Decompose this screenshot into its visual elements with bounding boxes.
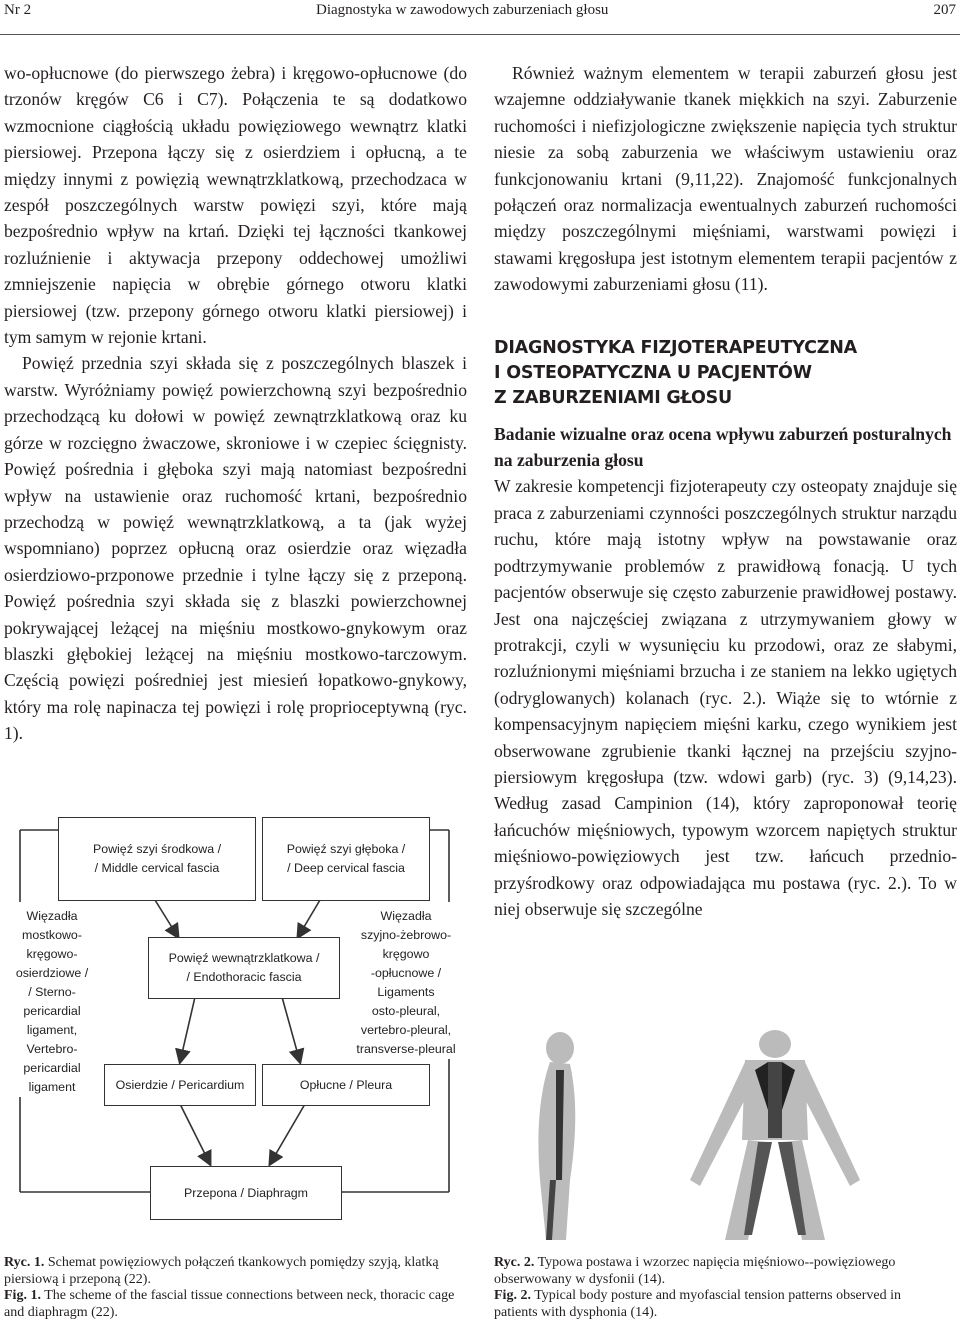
arrow-deep-to-endothoracic — [298, 900, 320, 937]
pleural-line: -opłucnowe / Ligaments — [370, 966, 442, 999]
left-column — [4, 60, 467, 747]
pleural-line: Więzadła — [380, 909, 432, 923]
endothoracic-label-pl: Powięź wewnątrzklatkowa / — [168, 951, 320, 965]
fig1-en-label: Fig. 1. — [4, 1288, 41, 1303]
posture-illustration — [500, 1030, 960, 1240]
fig2-pl-text: Typowa postawa i wzorzec napięcia mięśniowo--powięziowego obserwowany w dysfonii (14). — [494, 1255, 896, 1287]
sterno-line: / Sterno-pericardial — [23, 985, 81, 1018]
sterno-line: osierdziowe / — [15, 966, 89, 980]
posture-figure — [500, 1030, 960, 1240]
pleural-line: vertebro-pleural, — [360, 1023, 452, 1037]
arrow-endothoracic-to-pericardium — [180, 997, 195, 1062]
figure-1-caption — [4, 1255, 474, 1321]
posture-figure-side — [538, 1032, 575, 1240]
pericardium-label: Osierdzie / Pericardium — [115, 1077, 245, 1092]
fascia-diagram — [0, 792, 470, 1222]
issue-number: Nr 2 — [4, 2, 32, 18]
left-paragraph-2: Powięź przednia szyi składa się z poszczególnych blaszek i warstw. Wyróżniamy powięź powierzchowną szyi bezpośrednio przechodzącą ku dołowi w powięź zewnątrzklatkową oraz ku górze w rozcięgno żwaczowe, skroniowe i w czepiec ścięgnisty. Powięź pośrednia i głęboka szyi mają natomiast bezpośredni wpływ na ustawienie oraz ruchomość krtani, bezpośrednio przechodzą w powięź wewnątrzklatkową, a ta (jak wyżej wspomniano) poprzez opłucną oraz osierdzie oraz więzadła osierdziowo-przponowe przednie i tylne łączy się z przeponą. Powięź pośrednia szyi składa się z blaszki powierzchownej pokrywającej leżącej na mięśniu mostkowo-gnykowym oraz blaszki głębokiej leżącej na mięśniu mostkowo-tarczowym. Częścią powięzi pośredniej jest miesień łopatkowo-gnykowy, który ma rolę napinacza tej powięzi i rolę proprioceptywną (ryc. 1). — [4, 353, 467, 744]
section-title-line-1: DIAGNOSTYKA FIZJOTERAPEUTYCZNA — [494, 337, 858, 358]
diaphragm-box — [150, 1166, 342, 1220]
figure-2-caption — [494, 1255, 934, 1321]
middle-fascia-label-pl: Powięź szyi środkowa / — [92, 842, 222, 856]
endothoracic-label-en: / Endothoracic fascia — [186, 970, 302, 984]
header-rule — [0, 34, 960, 35]
deep-cervical-fascia-box — [262, 817, 430, 901]
diaphragm-label: Przepona / Diaphragm — [184, 1185, 308, 1200]
pericardium-box — [104, 1064, 256, 1106]
section-title-line-2: I OSTEOPATYCZNA U PACJENTÓW — [494, 362, 812, 383]
fig1-en-text: The scheme of the fascial tissue connections between neck, thoracic cage and diaphragm (22). — [4, 1288, 455, 1320]
right-paragraph-1: Również ważnym elementem w terapii zaburzeń głosu jest wzajemne oddziaływanie tkanek miękkich na szyi. Zaburzenie ruchomości i niefizjologiczne zwiększenie napięcia tych struktur niesie za sobą zaburzenia we właściwym ustawieniu oraz funkcjonowaniu krtani (9,11,22). Znajomość funkcjonalnych połączeń oraz normalizacja ewentualnych zaburzeń ruchomości między poszczególnymi mięśniami, warstwami powięzi i stawami kręgosłupa jest istotnym elementem terapii pacjentów z zawodowymi zaburzeniami głosu (11). — [494, 63, 957, 295]
sterno-line: Więzadła — [26, 909, 78, 923]
sterno-line: ligament, — [26, 1023, 78, 1037]
pleura-label: Opłucne / Pleura — [299, 1077, 393, 1092]
deep-fascia-label-pl: Powięź szyi głęboka / — [286, 842, 406, 856]
right-paragraph-2: W zakresie kompetencji fizjoterapeuty czy osteopaty znajduje się praca z zaburzeniami czynności poszczególnych struktur narządu ruchu, które mają istotny wpływ na powstawanie oraz podtrzymywanie problemów z prawidłową fonacją. U tych pacjentów obserwuje się często zaburzenie prawidłowej postawy. Jest ona najczęściej związana z utrzymywaniem głowy w protrakcji, czyli w wysunięciu ku przodowi, oraz ze słabymi, rozluźnionymi mięśniami brzucha i ze staniem na lekko ugiętych (odryglowanych) kolanach (ryc. 2.). Wiąże się to wtórnie z kompensacyjnym napięciem mięśni karku, czego wynikiem jest obserwowane zgrubienie tkanki łącznej na przejściu szyjno-piersiowym kręgosłupa (tzw. wdowi garb) (ryc. 3) (9,14,23). Według zasad Campinion (14), który zaproponował teorię łańcuchów mięśniowych, typowym wzorcem napiętych struktur mięśniowo-powięziowych jest tzw. łańcuch przednio-przyśrodkowy oraz odpowiadająca mu postawa (ryc. 2.). To w niej obserwuje się szczególne — [494, 476, 957, 919]
right-column — [494, 60, 957, 922]
running-header — [0, 0, 960, 24]
page-number: 207 — [933, 2, 956, 18]
fig2-en-text: Typical body posture and myofascial tension patterns observed in patients with dysphonia (14). — [494, 1288, 902, 1320]
pleural-line: osto-pleural, — [371, 1004, 441, 1018]
fig1-pl-label: Ryc. 1. — [4, 1255, 45, 1270]
sterno-line: Vertebro-pericardial — [23, 1042, 81, 1075]
arrow-middle-to-endothoracic — [155, 900, 178, 937]
sterno-line: ligament — [28, 1080, 76, 1094]
pleural-line: transverse-pleural — [356, 1042, 456, 1056]
running-title: Diagnostyka w zawodowych zaburzeniach głosu — [316, 2, 609, 18]
fig2-pl-label: Ryc. 2. — [494, 1255, 535, 1270]
section-title-line-3: Z ZABURZENIAMI GŁOSU — [494, 387, 733, 408]
sterno-line: mostkowo-kręgowo- — [22, 928, 82, 961]
left-paragraph-1: wo-opłucnowe (do pierwszego żebra) i kręgowo-opłucnowe (do trzonów kręgów C6 i C7). Połączenia te są dodatkowo wzmocnione ciągłością układu powięziowego wewnątrz klatki piersiowej. Przepona łączy się z osierdziem i opłucną, a te między innymi z powięzią wewnątrzklatkową, przechodzaca w zespół poszczególnych warstw powięzi szyi, które mają bezpośrednio wpływ na krtań. Dzięki tej łączności tkankowej rozluźnienie i aktywacja przepony oddechowej umożliwi zmniejszenie napięcia w obrębie górnego otworu klatki piersiowej (tzw. przepony górnego otworu klatki piersiowej) i tym samym w rejonie krtani. — [4, 63, 467, 348]
arrow-pericardium-to-diaphragm — [180, 1104, 210, 1164]
posture-figure-front — [690, 1030, 860, 1240]
subsection-heading: Badanie wizualne oraz ocena wpływu zaburzeń posturalnych na zaburzenia głosu — [494, 423, 952, 471]
section-title — [494, 336, 957, 411]
arrow-pleura-to-diaphragm — [270, 1104, 305, 1164]
arrow-endothoracic-to-pleura — [282, 997, 300, 1062]
middle-cervical-fascia-box — [58, 817, 256, 901]
pleura-box — [262, 1064, 430, 1106]
sterno-pericardial-ligament-label — [0, 907, 104, 1097]
pleural-line: szyjno-żebrowo-kręgowo — [360, 928, 452, 961]
endothoracic-fascia-box — [148, 937, 340, 999]
middle-fascia-label-en: / Middle cervical fascia — [94, 861, 220, 875]
fig2-en-label: Fig. 2. — [494, 1288, 531, 1303]
pleural-ligaments-label — [342, 907, 470, 1059]
deep-fascia-label-en: / Deep cervical fascia — [287, 861, 405, 875]
fig1-pl-text: Schemat powięziowych połączeń tkankowych pomiędzy szyją, klatką piersiową i przeponą (22). — [4, 1255, 439, 1287]
